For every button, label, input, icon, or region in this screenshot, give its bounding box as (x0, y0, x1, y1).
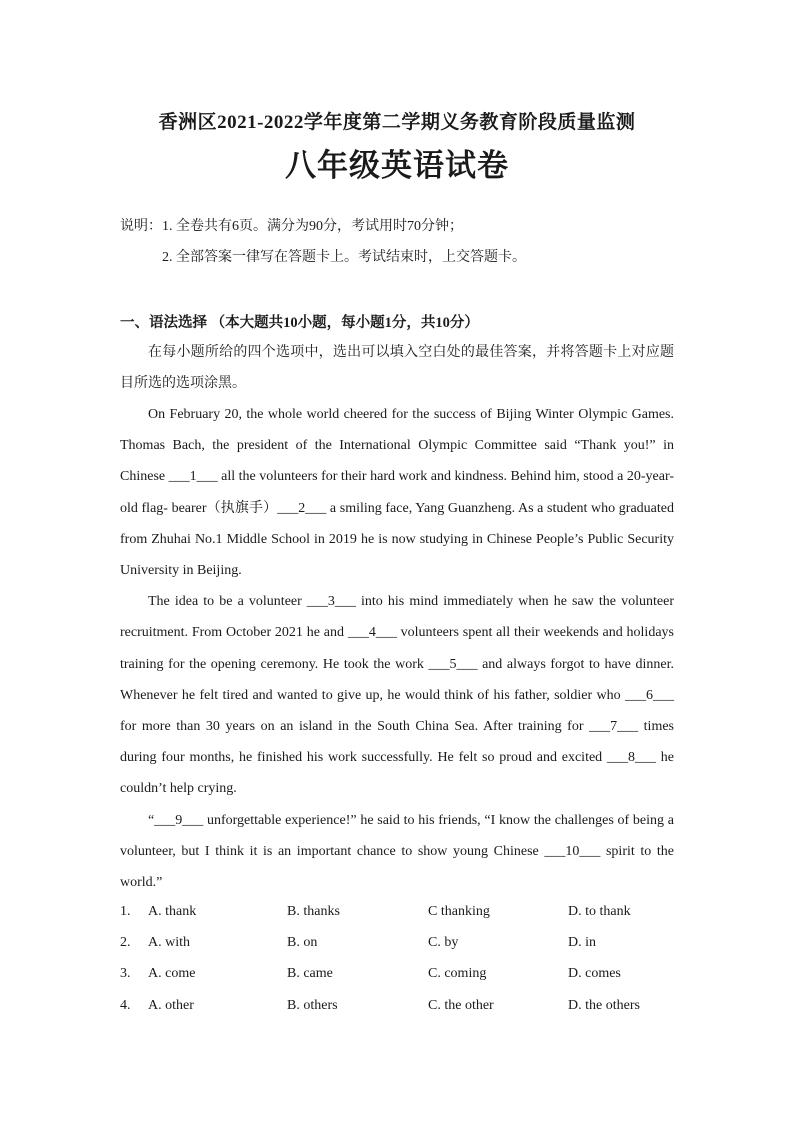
option-b: B. others (287, 997, 338, 1013)
reading-passage (120, 399, 674, 898)
question-number: 3. (120, 966, 131, 982)
option-a: A. thank (148, 904, 197, 919)
answer-options (120, 896, 680, 1021)
option-a: A. with (148, 935, 190, 951)
section-heading: 一、语法选择 （本大题共10小题，每小题1分，共10分） (120, 315, 479, 331)
question-row (120, 958, 680, 989)
question-number: 1. (120, 904, 131, 919)
option-d: D. the others (568, 997, 640, 1013)
option-c: C. by (428, 935, 459, 951)
exam-note-1: 说明：1. 全卷共有6页。满分为90分，考试用时70分钟； (120, 219, 463, 234)
question-row (120, 896, 680, 927)
exam-note-2: 2. 全部答案一律写在答题卡上。考试结束时，上交答题卡。 (162, 250, 526, 265)
option-c: C. the other (428, 997, 494, 1013)
option-b: B. came (287, 966, 333, 982)
option-a: A. come (148, 966, 196, 982)
question-number: 4. (120, 997, 131, 1013)
question-row (120, 990, 680, 1021)
option-b: B. on (287, 935, 318, 951)
exam-subject-title: 八年级英语试卷 (285, 148, 509, 183)
option-d: D. comes (568, 966, 621, 982)
passage-paragraph-2: The idea to be a volunteer ___3___ into his mind immediately when he saw the volunteer recruitment. From October 2021 he and ___4___ volunteers spent all their weekends and holidays training for the opening ceremony. He took the work ___5___ and always forgot to have dinner. Whenever he felt tired and wanted to give up, he would think of his father, soldier who ___6___ for more than 30 years on an island in the South China Sea. After training for ___7___ times during four months, he finished his work successfully. He felt so proud and excited ___8___ he couldn’t help crying. (120, 594, 674, 797)
option-c: C. coming (428, 966, 487, 982)
section-instruction (120, 337, 674, 399)
option-c: C thanking (428, 904, 490, 919)
question-number: 2. (120, 935, 131, 951)
passage-paragraph-1: On February 20, the whole world cheered for the success of Bijing Winter Olympic Games. Thomas Bach, the president of the International Olympic Committee said “Thank you!” in Chinese ___1___ all the volunteers for their hard work and kindness. Behind him, stood a 20-year-old flag- bearer（执旗手）___2___ a smiling face, Yang Guanzheng. As a student who graduated from Zhuhai No.1 Middle School in 2019 he is now studying in Chinese People’s Public Security University in Beijing. (120, 407, 674, 579)
option-d: D. in (568, 935, 596, 951)
exam-header-title: 香洲区2021-2022学年度第二学期义务教育阶段质量监测 (158, 112, 636, 133)
instruction-text: 在每小题所给的四个选项中，选出可以填入空白处的最佳答案，并将答题卡上对应题目所选的选项涂黑。 (120, 345, 674, 392)
question-row (120, 927, 680, 958)
option-b: B. thanks (287, 904, 340, 919)
passage-paragraph-3: “___9___ unforgettable experience!” he said to his friends, “I know the challenges of being a volunteer, but I think it is an important chance to show young Chinese ___10___ spirit to the world.” (120, 812, 674, 891)
option-d: D. to thank (568, 904, 631, 919)
option-a: A. other (148, 997, 194, 1013)
